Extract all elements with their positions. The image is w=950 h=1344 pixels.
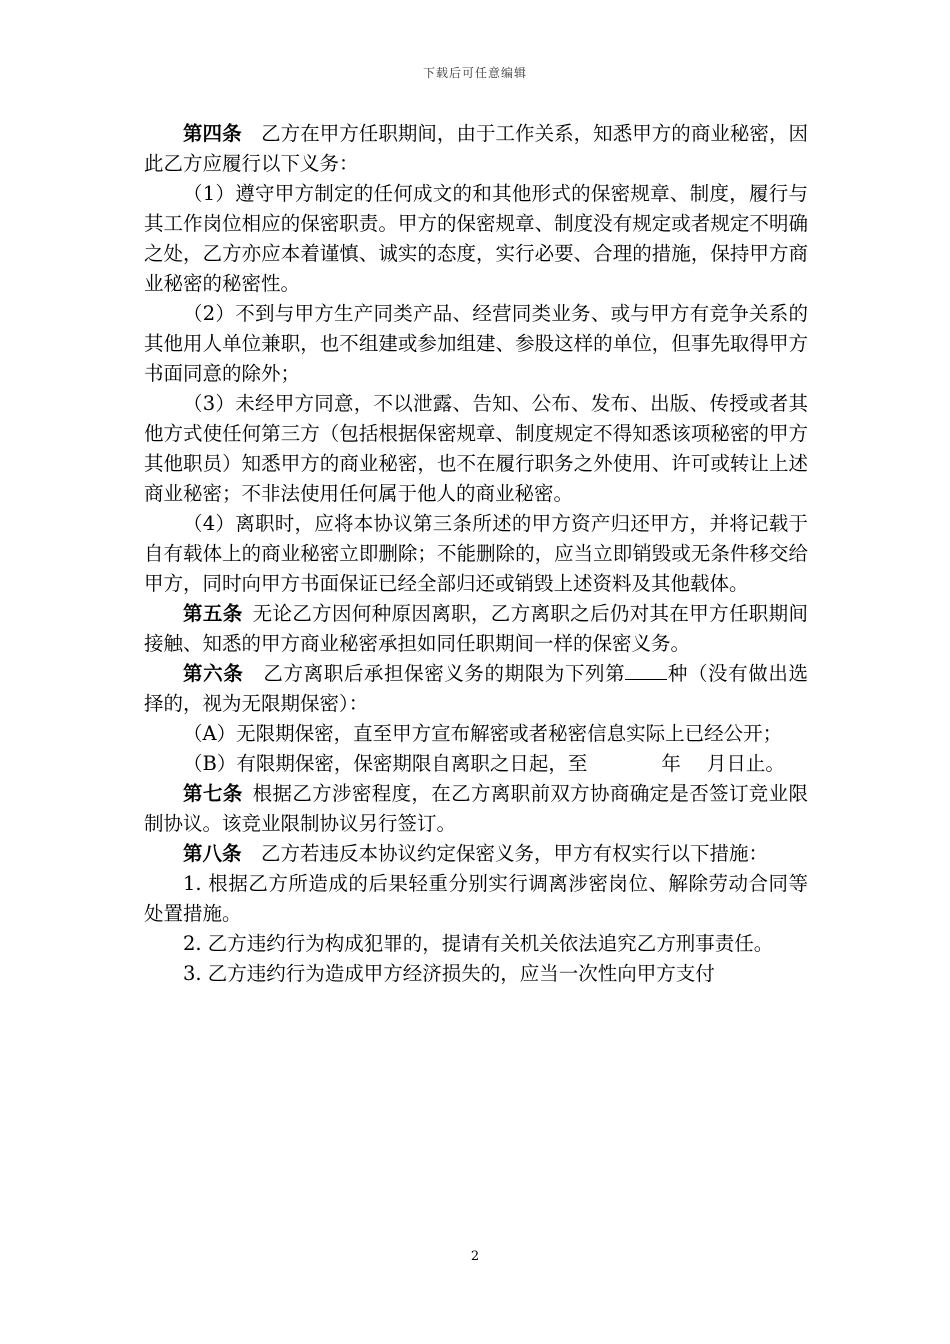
article-8-label: 第八条 [183,842,242,865]
article-6 [144,659,808,719]
article-5-text: 无论乙方因何种原因离职，乙方离职之后仍对其在甲方任职期间接触、知悉的甲方商业秘密承担如同任职期间一样的保密义务。 [144,602,808,655]
page-number: 2 [470,1249,480,1264]
article-4-item-4: （4）离职时，应将本协议第三条所述的甲方资产归还甲方，并将记载于自有载体上的商业秘密立即删除；不能删除的，应当立即销毁或无条件移交给甲方，同时向甲方书面保证已经全部归还或销毁上述资料及其他载体。 [144,512,808,595]
article-4-item-2: （2）不到与甲方生产同类产品、经营同类业务、或与甲方有竞争关系的其他用人单位兼职，也不组建或参加组建、参股这样的单位，但事先取得甲方书面同意的除外； [144,302,808,385]
document-body [144,119,808,989]
article-6-option-b [144,749,808,779]
article-4 [144,119,808,179]
article-6-label: 第六条 [183,662,244,685]
article-8-text: 乙方若违反本协议约定保密义务，甲方有权实行以下措施： [261,842,769,865]
article-8-item-1: 1. 根据乙方所造成的后果轻重分别实行调离涉密岗位、解除劳动合同等处置措施。 [144,872,808,925]
article-4-item-1: （1）遵守甲方制定的任何成文的和其他形式的保密规章、制度，履行与其工作岗位相应的保密职责。甲方的保密规章、制度没有规定或者规定不明确之处，乙方亦应本着谨慎、诚实的态度，实行必要、合理的措施，保持甲方商业秘密的秘密性。 [144,182,808,295]
article-5-label: 第五条 [183,602,243,625]
article-7-label: 第七条 [183,782,243,805]
article-6-option-b-start: （B）有限期保密，保密期限自离职之日起，至 [183,752,588,775]
article-6-option-b-end: 日止。 [726,752,785,775]
article-6-choice-blank [625,661,667,680]
article-8-item-2: 2. 乙方违约行为构成犯罪的，提请有关机关依法追究乙方刑事责任。 [183,932,774,955]
article-4-item-3: （3）未经甲方同意，不以泄露、告知、公布、发布、出版、传授或者其他方式使任何第三方（包括根据保密规章、制度规定不得知悉该项秘密的甲方其他职员）知悉甲方的商业秘密，也不在履行职务之外使用、许可或转让上述商业秘密；不非法使用任何属于他人的商业秘密。 [144,392,808,505]
article-4-text: 乙方在甲方任职期间，由于工作关系，知悉甲方的商业秘密，因此乙方应履行以下义务： [144,122,808,175]
article-6-option-b-year: 年 [661,752,681,775]
article-5 [144,599,808,659]
article-6-option-b-month: 月 [706,752,727,775]
article-6-option-a: （A）无限期保密，直至甲方宣布解密或者秘密信息实际上已经公开； [183,722,783,745]
article-6-text-before: 乙方离职后承担保密义务的期限为下列第 [262,662,626,685]
article-7 [144,779,808,839]
page-header-note: 下载后可任意编辑 [422,66,527,80]
article-7-text: 根据乙方涉密程度，在乙方离职前双方协商确定是否签订竞业限制协议。该竞业限制协议另行签订。 [144,782,808,835]
article-4-label: 第四条 [183,122,242,145]
article-8 [144,839,808,869]
article-6-text-after: 种（没有做出选择的，视为无限期保密）： [144,662,808,715]
article-8-item-3: 3. 乙方违约行为造成甲方经济损失的，应当一次性向甲方支付 [183,962,715,985]
